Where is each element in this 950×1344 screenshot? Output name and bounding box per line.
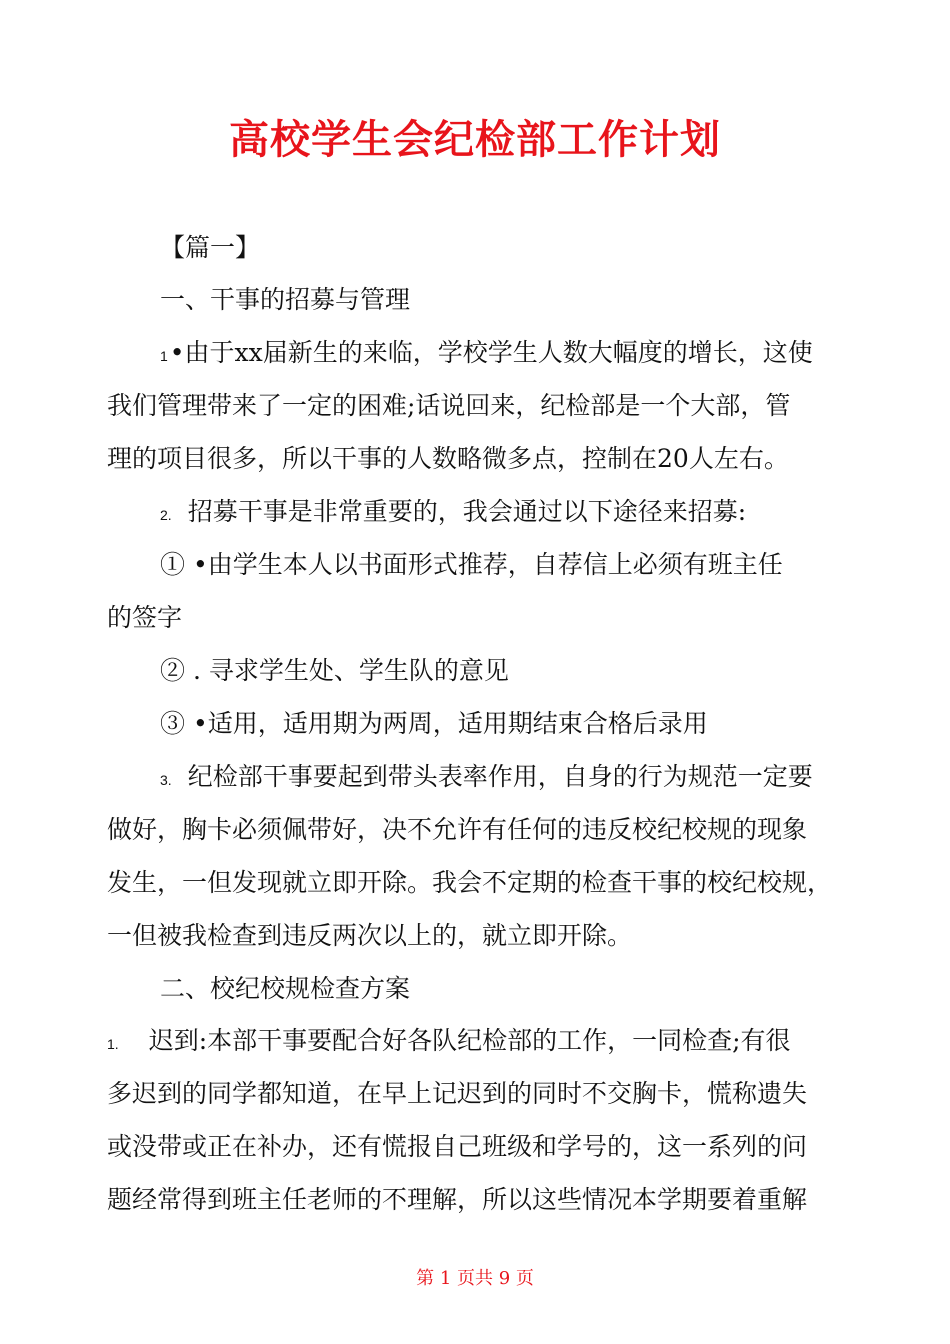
body-line xyxy=(160,761,813,796)
body-line xyxy=(160,708,708,740)
body-line xyxy=(160,973,410,1005)
list-number: 2. xyxy=(160,507,172,523)
document-title: 高校学生会纪检部工作计划 xyxy=(229,116,721,163)
body-line xyxy=(160,655,509,687)
body-line xyxy=(107,443,789,475)
body-line xyxy=(107,390,790,422)
line-text: 【篇一】 xyxy=(160,233,261,262)
line-text: 发生，一但发现就立即开除。我会不定期的检查干事的校纪校规， xyxy=(107,868,833,897)
body-line xyxy=(107,1131,807,1163)
line-text: 一、干事的招募与管理 xyxy=(160,285,411,314)
line-text: 多迟到的同学都知道，在早上记迟到的同时不交胸卡，慌称遗失 xyxy=(107,1079,808,1108)
body-line xyxy=(107,602,182,634)
body-line xyxy=(107,1184,807,1216)
body-line xyxy=(107,814,807,846)
list-number: 1 xyxy=(160,348,168,364)
line-text: 纪检部干事要起到带头表率作用，自身的行为规范一定要 xyxy=(187,762,813,791)
body-line xyxy=(160,496,746,531)
line-text: 题经常得到班主任老师的不理解，所以这些情况本学期要着重解 xyxy=(107,1185,808,1214)
line-text: 做好，胸卡必须佩带好，决不允许有任何的违反校纪校规的现象 xyxy=(107,815,808,844)
body-line xyxy=(107,1025,791,1060)
list-number: 3. xyxy=(160,772,172,788)
line-text: 或没带或正在补办，还有慌报自己班级和学号的，这一系列的问 xyxy=(107,1132,808,1161)
line-text: ③ •适用，适用期为两周，适用期结束合格后录用 xyxy=(160,709,708,738)
line-text: 的签字 xyxy=(107,603,183,632)
line-text: 迟到:本部干事要配合好各队纪检部的工作，一同检查;有很 xyxy=(148,1026,791,1055)
page-footer: 第 1 页共 9 页 xyxy=(416,1268,534,1289)
body-line xyxy=(160,232,260,264)
body-line xyxy=(107,867,832,899)
line-text: ② . 寻求学生处、学生队的意见 xyxy=(160,656,509,685)
line-text: 招募干事是非常重要的，我会通过以下途径来招募: xyxy=(187,497,747,526)
line-text: 二、校纪校规检查方案 xyxy=(160,974,411,1003)
body-line xyxy=(160,549,783,581)
body-line xyxy=(107,920,632,952)
line-text: ① •由学生本人以书面形式推荐，自荐信上必须有班主任 xyxy=(160,550,783,579)
line-text: 理的项目很多，所以干事的人数略微多点，控制在20人左右。 xyxy=(107,444,789,473)
body-line xyxy=(160,337,813,372)
body-line xyxy=(107,1078,807,1110)
line-text: 我们管理带来了一定的困难;话说回来，纪检部是一个大部，管 xyxy=(107,391,791,420)
list-number: 1. xyxy=(107,1036,119,1052)
body-line xyxy=(160,284,410,316)
line-text: •由于xx届新生的来临，学校学生人数大幅度的增长，这使 xyxy=(169,338,813,367)
line-text: 一但被我检查到违反两次以上的，就立即开除。 xyxy=(107,921,633,950)
